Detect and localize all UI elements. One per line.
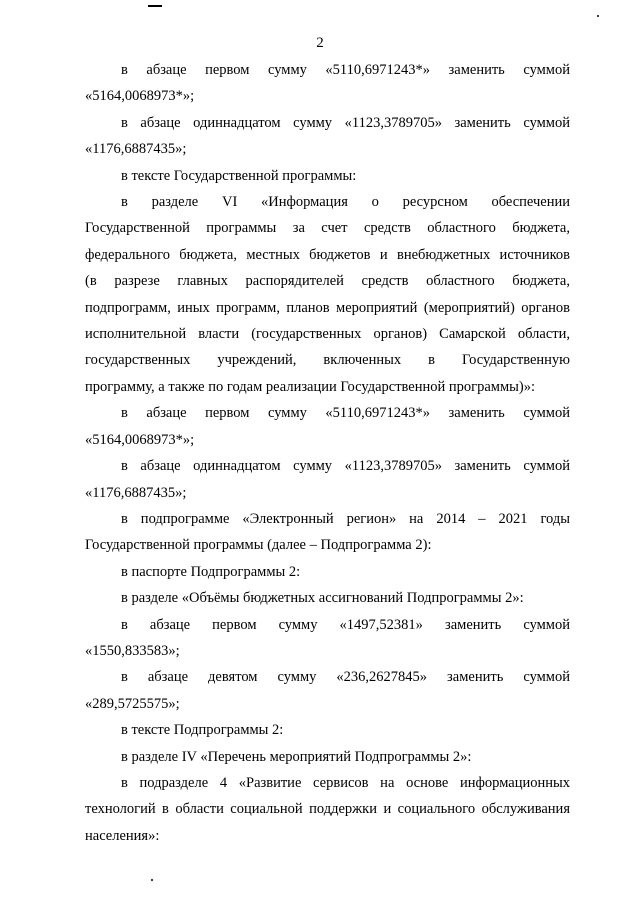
text-line: «1176,6887435»; — [85, 141, 187, 158]
text-line: в паспорте Подпрограммы 2: — [121, 563, 301, 580]
scan-dot — [151, 879, 153, 881]
text-line: в разделе «Объёмы бюджетных ассигнований Подпрограммы 2»: — [121, 590, 524, 607]
paragraph — [85, 770, 570, 849]
text-line: «1550,833583»; — [85, 642, 180, 659]
text-line: исполнительной власти (государственных органов) Самарской области, — [85, 326, 570, 343]
text-line: подпрограмм, иных программ, планов мероприятий (мероприятий) органов — [85, 299, 570, 316]
paragraph — [85, 189, 570, 400]
text-line: Государственной программы (далее – Подпрограмма 2): — [85, 537, 432, 554]
text-line: в абзаце одиннадцатом сумму «1123,3789705» заменить суммой — [121, 114, 570, 131]
paragraph — [85, 559, 570, 585]
text-line: в абзаце первом сумму «1497,52381» заменить суммой — [121, 616, 570, 633]
text-line: в подразделе 4 «Развитие сервисов на основе информационных — [121, 774, 570, 791]
scan-dot — [597, 15, 599, 17]
paragraph — [85, 744, 570, 770]
text-line: в абзаце девятом сумму «236,2627845» заменить суммой — [121, 669, 570, 686]
text-line: «1176,6887435»; — [85, 484, 187, 501]
paragraph — [85, 717, 570, 743]
text-line: в абзаце первом сумму «5110,6971243*» заменить суммой — [121, 405, 570, 422]
text-line: в абзаце первом сумму «5110,6971243*» заменить суммой — [121, 62, 570, 78]
text-line: федерального бюджета, местных бюджетов и внебюджетных источников — [85, 246, 570, 263]
scan-mark — [148, 5, 162, 7]
paragraph — [85, 506, 570, 559]
text-line: в тексте Государственной программы: — [121, 167, 357, 184]
paragraph — [85, 400, 570, 453]
paragraph — [85, 585, 570, 611]
text-line: населения»: — [85, 827, 160, 844]
paragraph — [85, 110, 570, 163]
text-line: в разделе IV «Перечень мероприятий Подпрограммы 2»: — [121, 748, 472, 765]
text-line: (в разрезе главных распорядителей средств областного бюджета, — [85, 273, 570, 290]
text-line: «5164,0068973*»; — [85, 88, 195, 105]
document-body — [85, 57, 570, 849]
text-line: в абзаце одиннадцатом сумму «1123,3789705» заменить суммой — [121, 458, 570, 475]
text-line: технологий в области социальной поддержки и социального обслуживания — [85, 801, 570, 818]
text-line: «5164,0068973*»; — [85, 431, 195, 448]
text-line: Государственной программы за счет средств областного бюджета, — [85, 220, 570, 237]
paragraph — [85, 664, 570, 717]
paragraph — [85, 57, 570, 110]
text-line: в подпрограмме «Электронный регион» на 2014 – 2021 годы — [121, 510, 570, 527]
paragraph — [85, 612, 570, 665]
text-line: программу, а также по годам реализации Государственной программы)»: — [85, 378, 535, 395]
text-line: «289,5725575»; — [85, 695, 180, 712]
paragraph — [85, 453, 570, 506]
text-line: государственных учреждений, включенных в Государственную — [85, 352, 570, 369]
text-line: в разделе VI «Информация о ресурсном обеспечении — [121, 194, 570, 211]
paragraph — [85, 163, 570, 189]
text-line: в тексте Подпрограммы 2: — [121, 722, 284, 739]
page-number: 2 — [316, 35, 324, 51]
